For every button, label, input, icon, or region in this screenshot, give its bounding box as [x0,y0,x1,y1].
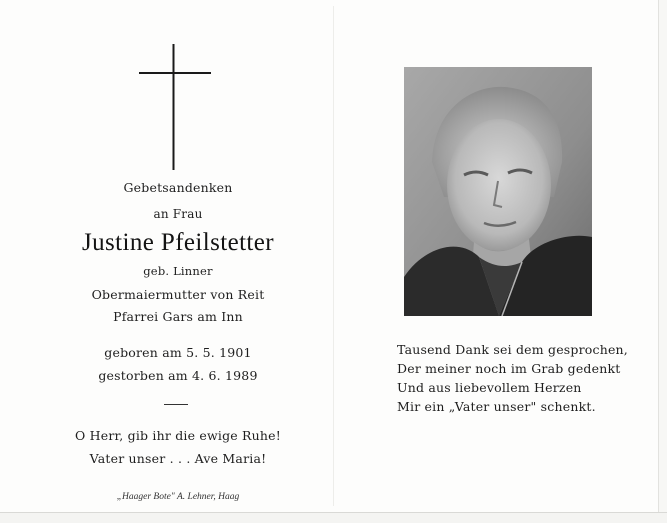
maiden-name: geb. Linner [143,264,213,278]
scan-edge-bottom [0,512,667,523]
printer-credit: „Haager Bote" A. Lehner, Haag [116,492,240,502]
prayer-line-2: Vater unser . . . Ave Maria! [89,451,267,466]
poem-line-3: Und aus liebevollem Herzen [397,380,582,395]
poem-line-2: Der meiner noch im Grab gedenkt [397,361,621,376]
cross-icon [136,44,214,170]
card-heading: Gebetsandenken [123,180,233,195]
poem [397,340,637,416]
divider [164,404,188,405]
death-date: gestorben am 4. 6. 1989 [98,368,258,383]
card-to: an Frau [153,207,203,221]
parish-line: Pfarrei Gars am Inn [113,309,243,324]
scan-edge-right [658,0,667,512]
portrait-photo [404,67,592,316]
card-fold [333,6,334,506]
poem-line-1: Tausend Dank sei dem gesprochen, [397,342,628,357]
birth-date: geboren am 5. 5. 1901 [104,345,252,360]
role-line: Obermaiermutter von Reit [91,287,265,302]
deceased-name: Justine Pfeilstetter [82,229,274,256]
prayer-line-1: O Herr, gib ihr die ewige Ruhe! [75,428,281,443]
poem-line-4: Mir ein „Vater unser" schenkt. [397,399,596,414]
